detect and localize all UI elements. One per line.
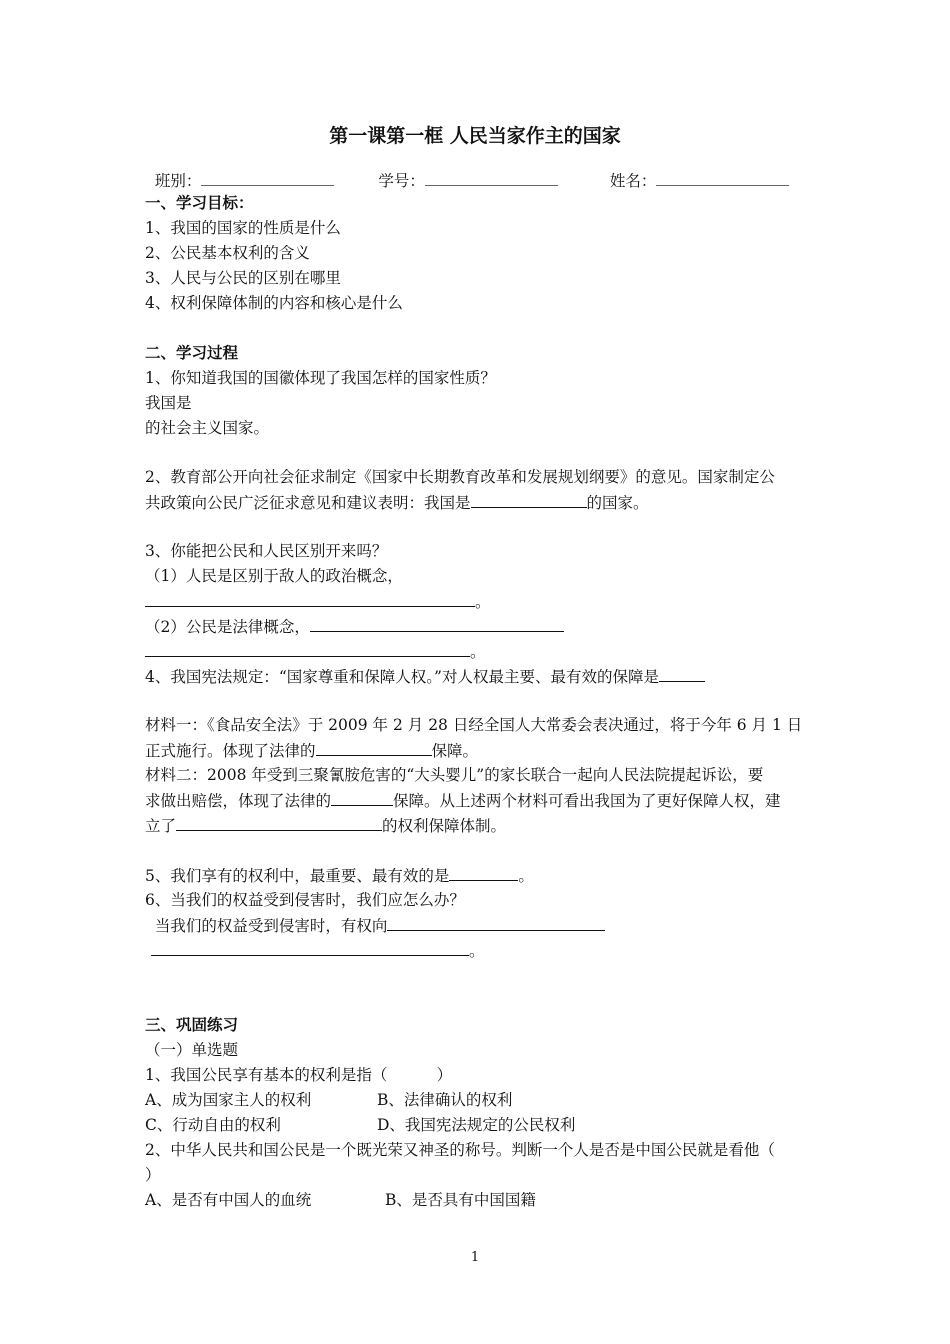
question-6: 6、当我们的权益受到侵害时，我们应怎么办？	[145, 891, 465, 909]
section-2-heading: 二、学习过程	[145, 343, 239, 362]
question-1-answer-end: 的社会主义国家。	[145, 419, 270, 437]
section-1-heading: 一、学习目标：	[145, 193, 254, 212]
answer-blank[interactable]	[145, 591, 475, 607]
answer-blank[interactable]	[449, 865, 518, 881]
mc-1-options-row-2	[145, 1115, 575, 1135]
subsection-heading: （一）单选题	[145, 1041, 239, 1059]
answer-blank[interactable]	[387, 915, 605, 931]
objective-item: 2、公民基本权利的含义	[145, 244, 310, 262]
option-a[interactable]: A、成为国家主人的权利	[145, 1091, 312, 1109]
page-number: 1	[470, 1250, 480, 1265]
objective-item: 1、我国的国家的性质是什么	[145, 219, 341, 237]
mc-question-1: 1、我国公民享有基本的权利是指（ ）	[145, 1066, 453, 1084]
option-c[interactable]: C、行动自由的权利	[145, 1116, 281, 1134]
question-4: 4、我国宪法规定：“国家尊重和保障人权。”对人权最主要、最有效的保障是	[145, 666, 705, 687]
class-label: 班别：	[154, 172, 202, 190]
question-5: 5、我们享有的权利中，最重要、最有效的是 。	[145, 867, 534, 885]
mc-1-options-row-1	[145, 1090, 512, 1110]
mc-2-options-row-1	[145, 1190, 536, 1210]
material-2-line-1: 材料二：2008 年受到三聚氰胺危害的“大头婴儿”的家长联合一起向人民法院提起诉讼，要	[145, 766, 764, 784]
option-b[interactable]: B、是否具有中国国籍	[385, 1191, 536, 1209]
question-3-part-2: （2）公民是法律概念，	[145, 616, 564, 637]
answer-blank[interactable]	[145, 641, 470, 657]
objective-item: 4、权利保障体制的内容和核心是什么	[145, 294, 403, 312]
question-3-part-1: （1）人民是区别于敌人的政治概念，	[145, 567, 403, 585]
answer-blank[interactable]	[310, 616, 564, 632]
option-d[interactable]: D、我国宪法规定的公民权利	[377, 1116, 576, 1134]
name-blank[interactable]	[656, 170, 789, 186]
student-id-label: 学号：	[378, 172, 425, 190]
question-1-answer-start: 我国是	[145, 394, 192, 412]
mc-question-2-line-1: 2、中华人民共和国公民是一个既光荣又神圣的称号。判断一个人是否是中国公民就是看他（	[145, 1141, 775, 1159]
question-6-answer-line-2: 。	[145, 940, 485, 961]
option-b[interactable]: B、法律确认的权利	[377, 1091, 513, 1109]
answer-blank[interactable]	[151, 940, 469, 956]
objective-item: 3、人民与公民的区别在哪里	[145, 269, 341, 287]
class-blank[interactable]	[201, 170, 334, 186]
student-info-row	[145, 150, 789, 191]
question-1: 1、你知道我国的国徽体现了我国怎样的国家性质？	[145, 369, 496, 387]
answer-blank[interactable]	[176, 815, 382, 831]
section-3-heading: 三、巩固练习	[145, 1015, 239, 1034]
material-1-line-1: 材料一：《食品安全法》于 2009 年 2 月 28 日经全国人大常委会表决通过，将于今年 6 月 1 日	[145, 716, 803, 734]
material-2-line-2: 求做出赔偿，体现了法律的 保障。从上述两个材料可看出我国为了更好保障人权，建	[145, 792, 781, 810]
question-3-part-2-answer: 。	[145, 641, 486, 662]
answer-blank[interactable]	[471, 492, 587, 508]
material-2-line-3: 立了 的权利保障体制。	[145, 817, 507, 835]
page-title: 第一课第一框 人民当家作主的国家	[329, 125, 621, 147]
answer-blank[interactable]	[659, 666, 705, 682]
student-id-blank[interactable]	[425, 170, 558, 186]
mc-question-2-line-2: ）	[145, 1166, 161, 1184]
option-a[interactable]: A、是否有中国人的血统	[145, 1191, 312, 1209]
answer-blank[interactable]	[331, 790, 393, 806]
question-3: 3、你能把公民和人民区别开来吗？	[145, 542, 388, 560]
question-2-line-2: 共政策向公民广泛征求意见和建议表明：我国是 的国家。	[145, 494, 649, 512]
question-2-line-1: 2、教育部公开向社会征求制定《国家中长期教育改革和发展规划纲要》的意见。国家制定公	[145, 468, 775, 486]
question-6-answer-line-1: 当我们的权益受到侵害时，有权向	[145, 915, 605, 936]
material-1-line-2: 正式施行。体现了法律的 保障。	[145, 742, 479, 760]
answer-blank[interactable]	[316, 740, 432, 756]
name-label: 姓名：	[609, 172, 657, 190]
question-3-part-1-answer: 。	[145, 591, 491, 612]
